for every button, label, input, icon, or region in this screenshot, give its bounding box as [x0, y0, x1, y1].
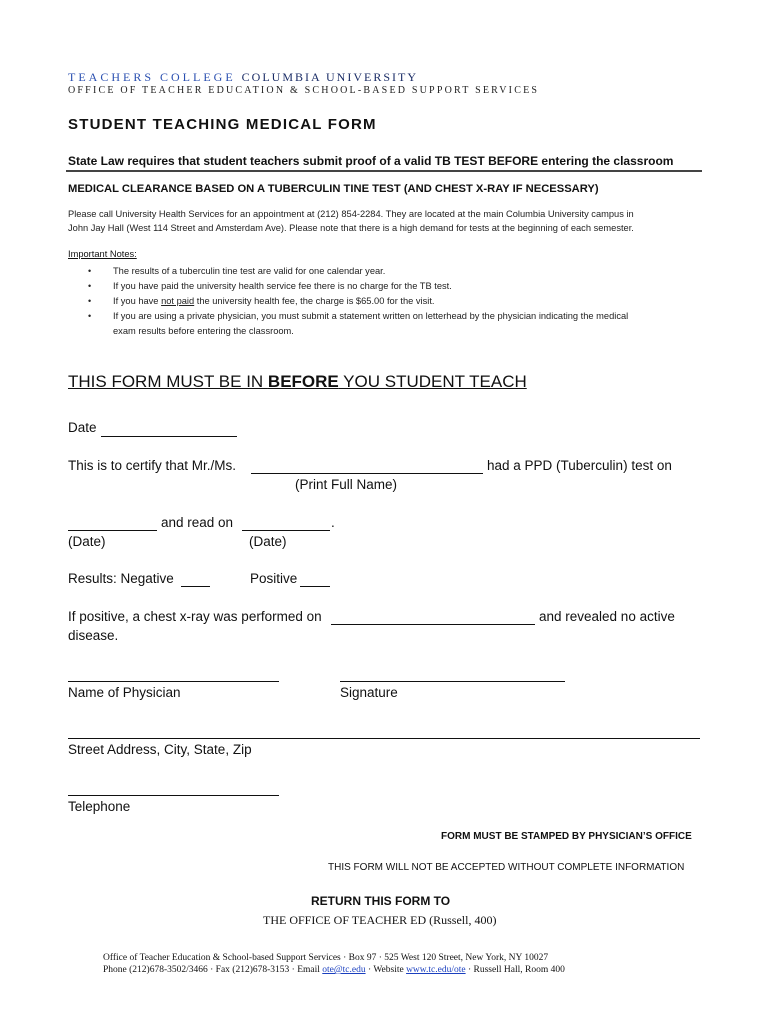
important-notes-list [88, 264, 628, 339]
note-item-continuation: exam results before entering the classroom. [113, 326, 294, 336]
test-date-caption: (Date) [68, 534, 106, 549]
deadline-text: THIS FORM MUST BE IN [68, 372, 268, 391]
address-label: Street Address, City, State, Zip [68, 742, 252, 757]
website-link[interactable]: www.tc.edu/ote [406, 965, 466, 975]
date-field[interactable] [101, 436, 237, 437]
return-office: THE OFFICE OF TEACHER ED (Russell, 400) [263, 913, 497, 927]
not-paid-emphasis: not paid [161, 296, 195, 306]
positive-label: Positive [250, 571, 298, 586]
disease-label: disease. [68, 628, 119, 643]
form-title: STUDENT TEACHING MEDICAL FORM [68, 116, 377, 133]
physician-name-field[interactable] [68, 681, 279, 682]
read-date-field[interactable] [242, 530, 330, 531]
note-item [88, 294, 628, 309]
test-date-field[interactable] [68, 530, 157, 531]
full-name-field[interactable] [251, 473, 483, 474]
read-on-label: and read on [161, 515, 234, 530]
certify-label: This is to certify that Mr./Ms. [68, 458, 237, 473]
deadline-emphasis: BEFORE [267, 372, 339, 391]
no-active-label: and revealed no active [539, 609, 675, 624]
note-item: • The results of a tuberculin tine test are valid for one calendar year. [88, 264, 628, 279]
physician-name-label: Name of Physician [68, 685, 181, 700]
submission-deadline-title [68, 372, 527, 392]
ppd-test-label: had a PPD (Tuberculin) test on [487, 458, 672, 473]
note-text: If you have [113, 296, 162, 306]
footer-address: Office of Teacher Education & School-based Support Services · Box 97 · 525 West 120 Street, New York, NY 10027 [103, 953, 549, 963]
signature-label: Signature [340, 685, 398, 700]
return-heading: RETURN THIS FORM TO [311, 894, 451, 908]
date-label: Date [68, 420, 97, 435]
instructions-paragraph [68, 207, 708, 235]
deadline-text: YOU STUDENT TEACH [338, 372, 527, 391]
positive-result-field[interactable] [300, 586, 330, 587]
university-name: COLUMBIA UNIVERSITY [241, 70, 419, 84]
results-negative-label: Results: Negative [68, 571, 174, 586]
note-item: • If you have paid the university health service fee there is no charge for the TB test. [88, 279, 628, 294]
negative-result-field[interactable] [181, 586, 210, 587]
instructions-line: Please call University Health Services for an appointment at (212) 854-2284. They are located at the main Columbia University campus in [68, 209, 634, 219]
instructions-line: John Jay Hall (West 114 Street and Amsterdam Ave). Please note that there is a high demand for tests at the beginning of each semester. [68, 223, 634, 233]
period: . [331, 515, 335, 530]
footer-website-label: · Website [365, 965, 407, 975]
office-name: OFFICE OF TEACHER EDUCATION & SCHOOL-BASED SUPPORT SERVICES [68, 85, 540, 96]
note-text: the university health fee, the charge is $65.00 for the visit. [194, 296, 435, 306]
address-field[interactable] [68, 738, 700, 739]
footer-phone-fax: Phone (212)678-3502/3466 · Fax (212)678-3153 · Email [103, 965, 323, 975]
note-item: • If you are using a private physician, you must submit a statement written on letterhead by the physician indicating the medical [88, 309, 628, 324]
completeness-warning: THIS FORM WILL NOT BE ACCEPTED WITHOUT COMPLETE INFORMATION [328, 862, 685, 873]
read-date-caption: (Date) [249, 534, 287, 549]
stamp-requirement: FORM MUST BE STAMPED BY PHYSICIAN’S OFFICE [441, 831, 692, 842]
xray-date-field[interactable] [331, 624, 535, 625]
xray-label: If positive, a chest x-ray was performed on [68, 609, 322, 624]
college-name: TEACHERS COLLEGE [68, 70, 236, 84]
print-full-name-caption: (Print Full Name) [295, 477, 398, 492]
signature-field[interactable] [340, 681, 565, 682]
important-notes-heading: Important Notes: [68, 249, 137, 259]
footer-room: · Russell Hall, Room 400 [465, 965, 565, 975]
footer-contact [103, 965, 565, 975]
telephone-field[interactable] [68, 795, 279, 796]
institution-header [68, 70, 418, 85]
medical-clearance-heading: MEDICAL CLEARANCE BASED ON A TUBERCULIN TINE TEST (AND CHEST X-RAY IF NECESSARY) [68, 183, 599, 195]
state-law-notice: State Law requires that student teachers submit proof of a valid TB TEST BEFORE entering the classroom [68, 154, 674, 168]
divider-rule [66, 170, 702, 172]
email-link[interactable]: ote@tc.edu [322, 965, 366, 975]
telephone-label: Telephone [68, 799, 131, 814]
